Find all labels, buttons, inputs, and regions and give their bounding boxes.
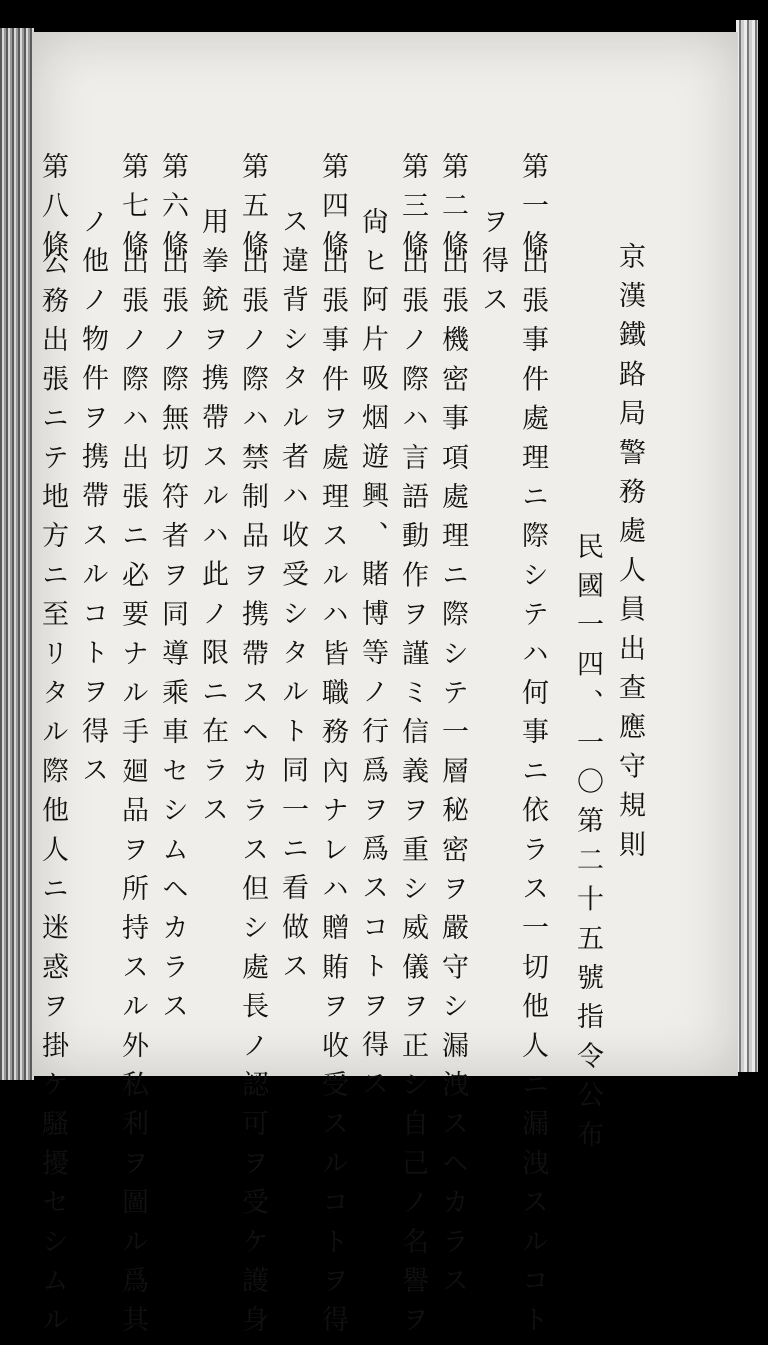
- article-4-line-1: 出張事件ヲ處理スルハ皆職務內ナレハ贈賄ヲ收受スルコトヲ得: [317, 247, 348, 1345]
- article-6-line-1: 出張ノ際無切符者ヲ同導乘車セシムヘカラス: [157, 247, 188, 1031]
- article-5-number: 第五條: [237, 152, 268, 270]
- document-title: 京漢鐵路局警務處人員出查應守規則: [614, 242, 645, 870]
- article-1-line-2: ヲ得ス: [477, 207, 508, 325]
- article-1-number: 第一條: [517, 152, 548, 270]
- article-5-line-1: 出張ノ際ハ禁制品ヲ携帶スヘカラス但シ處長ノ認可ヲ受ケ護身: [237, 247, 268, 1345]
- article-8-line-1: 公務出張ニテ地方ニ至リタル際他人ニ迷惑ヲ掛ケ騷擾セシムル: [37, 247, 68, 1345]
- article-7-number: 第七條: [117, 152, 148, 270]
- article-6-number: 第六條: [157, 152, 188, 270]
- article-2-number: 第二條: [437, 152, 468, 270]
- article-3-line-1: 出張ノ際ハ言語動作ヲ謹ミ信義ヲ重シ威儀ヲ正シ自己ノ名譽ヲ: [397, 247, 428, 1345]
- book-page: [32, 32, 738, 1345]
- article-4-line-2: ス違背シタル者ハ收受シタルト同一ニ看做ス: [277, 207, 308, 991]
- article-4-number: 第四條: [317, 152, 348, 270]
- article-7-line-1: 出張ノ際ハ出張ニ必要ナル手廻品ヲ所持スル外私利ヲ圖ル爲其: [117, 247, 148, 1345]
- article-8-number: 第八條: [37, 152, 68, 270]
- book-right-edge: [736, 20, 758, 1072]
- article-2-line-1: 出張機密事項處理ニ際シテ一層秘密ヲ嚴守シ漏洩スヘカラス: [437, 247, 468, 1306]
- article-3-number: 第三條: [397, 152, 428, 270]
- book-left-edge: [0, 28, 34, 1080]
- article-5-line-2: 用拳銃ヲ携帶スルハ此ノ限ニ在ラス: [197, 207, 228, 835]
- article-3-line-2: 尙ヒ阿片吸烟遊興、賭博等ノ行爲ヲ爲スコトヲ得ス: [357, 207, 388, 1109]
- article-7-line-2: ノ他ノ物件ヲ携帶スルコトヲ得ス: [77, 207, 108, 795]
- article-1-line-1: 出張事件處理ニ際シテハ何事ニ依ラス一切他人ニ漏洩スルコト: [517, 247, 548, 1345]
- document-subtitle: 民國一四、一〇第二十五號指令公布: [572, 532, 603, 1160]
